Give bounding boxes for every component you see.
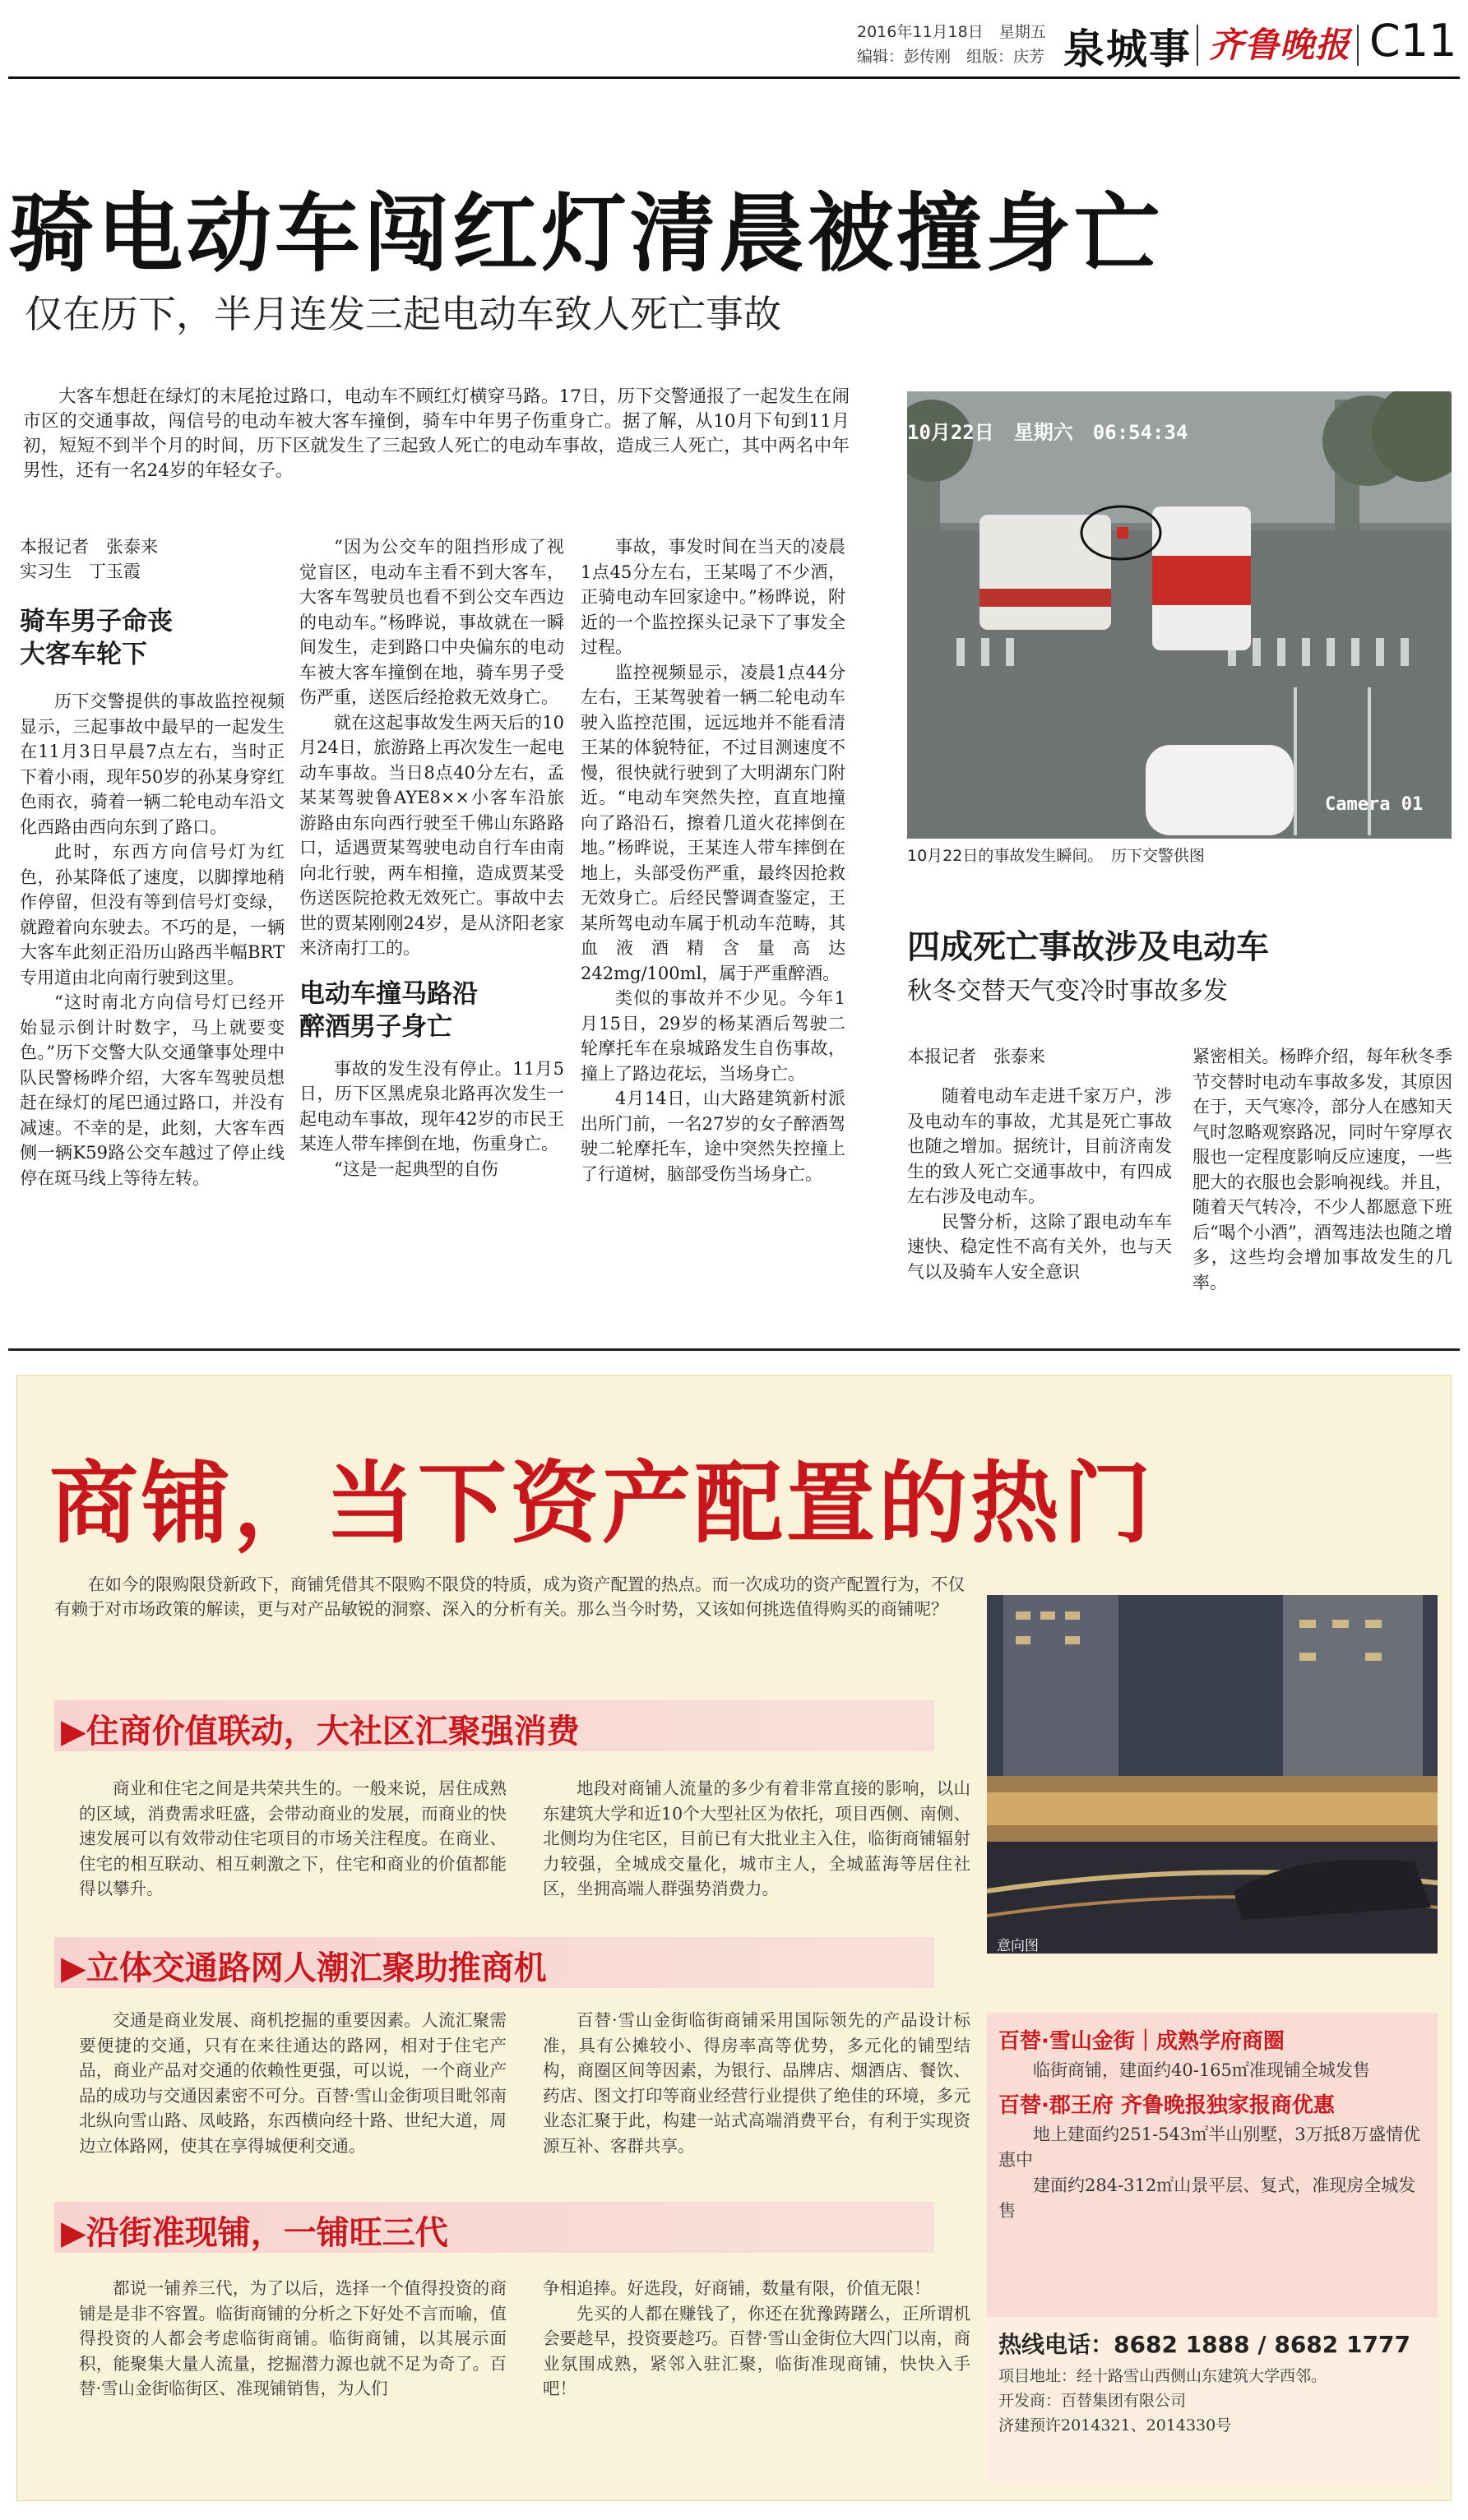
ad-paragraph: 先买的人都在赚钱了，你还在犹豫踌躇么，正所谓机会要趁早，投资要趁巧。百替·雪山金街位大四门以南，商业氛围成熟，紧邻入驻汇聚，临街准现商铺，快快入手吧！ [543,2303,970,2398]
camera-timestamp: 10月22日 星期六 06:54:34 [907,421,1188,444]
byline-reporter: 本报记者 张泰来 [20,537,158,557]
section-divider [8,1348,1460,1351]
article-column-3 [581,534,845,1324]
paragraph: 民警分析，这除了跟电动车车速快、稳定性不高有关外，也与天气以及骑车人安全意识 [907,1211,1172,1282]
ad-column-right [543,2276,970,2402]
presale-permit: 济建预许2014321、2014330号 [998,2416,1232,2434]
contact-area [987,2317,1438,2483]
paragraph: 随着电动车走进千家万户，涉及电动车的事故，尤其是死亡事故也随之增加。据统计，目前济南发生的致人死亡交通事故中，有四成左右涉及电动车。 [907,1086,1172,1206]
ad-paragraph: 争相追捧。好选段，好商铺，数量有限，价值无限！ [543,2278,931,2298]
paragraph: 就在这起事故发生两天后的10月24日，旅游路上再次发生一起电动车事故。当日8点40分左右，孟某某驾驶鲁AYE8××小客车沿旅游路由东向西行驶至千佛山东路路口，适遇贾某驾驶电动自行车由南向北行驶，两车相撞，造成贾某受伤送医院抢救无效死亡。事故中去世的贾某刚刚24岁，是从济阳老家来济南打工的。 [299,712,564,958]
ad-section-title-3: ▶沿街准现铺，一铺旺三代 [61,2214,448,2252]
header-rule [8,76,1460,79]
ad-headline: 商铺，当下资产配置的热门 [49,1453,1155,1556]
paragraph: “因为公交车的阻挡形成了视觉盲区，电动车主看不到大客车，大客车驾驶员也看不到公交车西边的电动车。”杨晔说，事故就在一瞬间发生，走到路口中央偏东的电动车被大客车撞倒在地，骑车男子受伤严重，送医后经抢救无效身亡。 [299,537,564,707]
side-subheadline: 秋冬交替天气变冷时事故多发 [907,977,1228,1006]
newspaper-logo: 齐鲁晚报 [1209,25,1351,65]
paragraph: 历下交警提供的事故监控视频显示，三起事故中最早的一起发生在11月3日早晨7点左右，当时正下着小雨，现年50岁的孙某身穿红色雨衣，骑着一辆二轮电动车沿文化西路由西向东到了路口。 [20,691,285,837]
ad-rendering-image [987,1595,1438,1954]
traffic-scene-illustration [907,391,1452,839]
ad-paragraph: 百替·雪山金街临街商铺采用国际领先的产品设计标准，具有公摊较小、得房率高等优势，多元化的铺型结构，商圈区间等因素，为银行、品牌店、烟酒店、餐饮、药店、图文打印等商业经营行业提供了绝佳的环境，多元业态汇聚于此，构建一站式高端消费平台，有利于实现资源互补、客群共享。 [543,2010,970,2156]
paragraph: 4月14日，山大路建筑新村派出所门前，一名27岁的女子醉酒驾驶二轮摩托车，途中突然失控撞上了行道树，脑部受伤当场身亡。 [581,1089,845,1184]
section-heading-a-line2: 大客车轮下 [20,640,147,669]
page-number: C11 [1369,15,1457,67]
paragraph: 事故，事发时间在当天的凌晨1点45分左右，王某喝了不少酒，正骑电动车回家途中。”杨晔说，附近的一个监控探头记录下了事发全过程。 [581,537,845,657]
ad-paragraph: 都说一铺养三代，为了以后，选择一个值得投资的商铺是是非不容置。临街商铺的分析之下好处不言而喻，值得投资的人都会考虑临街商铺。临街商铺，以其展示面积，能聚集大量人流量，挖掘潜力源也就不足为奇了。百替·雪山金街临街区、准现铺销售，为人们 [79,2278,507,2398]
ad-paragraph: 商业和住宅之间是共荣共生的。一般来说，居住成熟的区域，消费需求旺盛，会带动商业的发展，而商业的快速发展可以有效带动住宅项目的市场关注程度。在商业、住宅的相互联动、相互刺激之下，住宅和商业的价值都能得以攀升。 [79,1778,507,1898]
paragraph: 紧密相关。杨晔介绍，每年秋冬季节交替时电动车事故多发，其原因在于，天气寒冷，部分人在感知天气时忽略观察路况，同时午穿厚衣服也一定程度影响反应速度，一些肥大的衣服也会影响视线。并且，随着天气转冷，不少人都愿意下班后“喝个小酒”，酒驾违法也随之增多，这些均会增加事故发生的几率。 [1192,1047,1452,1292]
project-detail: 地上建面约251-543㎡半山别墅，3万抵8万盛情优惠中 [998,2125,1420,2170]
hotline: 热线电话：8682 1888 / 8682 1777 [998,2331,1410,2358]
paragraph: 监控视频显示，凌晨1点44分左右，王某驾驶着一辆二轮电动车驶入监控范围，远远地并不能看清王某的体貌特征，不过目测速度不慢，很快就行驶到了大明湖东门附近。“电动车突然失控，直直地撞向了路沿石，擦着几道火花摔倒在地。”杨晔说，王某连人带车摔倒在地上，头部受伤严重，最终因抢救无效身亡。后经民警调查鉴定，王某所驾电动车属于机动车范畴，其血液酒精含量高达242mg/100ml，属于严重醉酒。 [581,662,845,983]
developer: 开发商：百替集团有限公司 [998,2392,1187,2410]
section-heading-b-line2: 醉酒男子身亡 [299,1011,452,1042]
ad-paragraph: 地段对商铺人流量的多少有着非常直接的影响，以山东建筑大学和近10个大型社区为依托，项目西侧、南侧、北侧均为住宅区，目前已有大批业主入住，临街商铺辐射力较强，全城成交量化，城市主人，全城蓝海等居住社区，坐拥高端人群强势消费力。 [543,1778,970,1898]
byline-intern: 实习生 丁玉霞 [20,562,141,581]
editor-credit: 编辑：彭传刚 组版：庆芳 [857,48,1045,66]
ad-section-title-2: ▶立体交通路网人潮汇聚助推商机 [61,1949,547,1987]
project-heading-1: 百替·雪山金街｜成熟学府商圈 [998,2029,1285,2054]
project-detail: 临街商铺，建面约40-165㎡准现铺全城发售 [1033,2060,1370,2080]
headline: 骑电动车闯红灯清晨被撞身亡 [8,183,1164,284]
paragraph: 此时，东西方向信号灯为红色，孙某降低了速度，以脚撑地稍作停留，但没有等到信号灯变绿，就蹬着向东驶去。不巧的是，一辆大客车此刻正沿历山路西半幅BRT专用道由北向南行驶到这里。 [20,842,285,987]
street-rendering-illustration [987,1595,1438,1954]
side-headline: 四成死亡事故涉及电动车 [907,928,1269,966]
photo-caption: 10月22日的事故发生瞬间。 历下交警供图 [907,847,1205,865]
byline-reporter: 本报记者 张泰来 [907,1047,1045,1066]
article-column-4 [907,1044,1172,1332]
ad-intro-paragraph: 在如今的限购限贷新政下，商铺凭借其不限购不限贷的特质，成为资产配置的热点。而一次成功的资产配置行为，不仅有赖于对市场政策的解读，更与对产品敏锐的洞察、深入的分析有关。那么当今时势，又该如何挑选值得购买的商铺呢？ [54,1574,965,1619]
ad-section-title-1: ▶住商价值联动，大社区汇聚强消费 [61,1713,580,1750]
project-detail: 建面约284-312㎡山景平层、复式，准现房全城发售 [998,2176,1416,2221]
paragraph: 类似的事故并不少见。今年1月15日，29岁的杨某酒后驾驶二轮摩托车在泉城路发生自伤事故，撞上了路边花坛，当场身亡。 [581,988,845,1084]
article-column-1 [20,534,285,1324]
ad-info-box [987,2013,1438,2483]
section-name: 泉城事 [1063,25,1192,73]
section-heading-a-line1: 骑车男子命丧 [20,607,173,636]
traffic-camera-photo [907,391,1452,839]
header-divider [1197,25,1198,66]
article-column-5 [1192,1044,1452,1332]
lead-paragraph: 大客车想赶在绿灯的末尾抢过路口，电动车不顾红灯横穿马路。17日，历下交警通报了一起发生在闹市区的交通事故，闯信号的电动车被大客车撞倒，骑车中年男子伤重身亡。据了解，从10月下旬到11月初，短短不到半个月的时间，历下区就发生了三起致人死亡的电动车事故，造成三人死亡，其中两名中年男性，还有一名24岁的年轻女子。 [23,386,850,481]
paragraph: 事故的发生没有停止。11月5日，历下区黑虎泉北路再次发生一起电动车事故，现年42岁的市民王某连人带车摔倒在地，伤重身亡。 [299,1058,564,1154]
ad-paragraph: 交通是商业发展、商机挖掘的重要因素。人流汇聚需要便捷的交通，只有在来往通达的路网，相对于住宅产品，商业产品对交通的依赖性更强，可以说，一个商业产品的成功与交通因素密不可分。百替·雪山金街项目毗邻南北纵向雪山路、凤岐路，东西横向经十路、世纪大道，周边立体路网，使其在享得城便利交通。 [79,2010,507,2156]
subheadline: 仅在历下，半月连发三起电动车致人死亡事故 [25,292,781,336]
section-heading-b-line1: 电动车撞马路沿 [299,978,478,1009]
issue-date: 2016年11月18日 星期五 [857,23,1046,41]
paragraph: “这时南北方向信号灯已经开始显示倒计时数字，马上就要变色。”历下交警大队交通肇事处理中队民警杨晔介绍，大客车驾驶员想赶在绿灯的尾巴通过路口，并没有减速。不幸的是，此刻，大客车西侧一辆K59路公交车越过了停止线停在斑马线上等待左转。 [20,992,285,1188]
header-divider [1357,25,1359,66]
project-heading-2: 百替·郡王府 齐鲁晚报独家报商优惠 [998,2093,1335,2118]
paragraph: “这是一起典型的自伤 [334,1158,498,1179]
image-caption: 意向图 [997,1938,1039,1954]
article-column-2 [299,534,564,1324]
project-address: 项目地址：经十路雪山西侧山东建筑大学西邻。 [998,2367,1327,2385]
camera-label: Camera 01 [1325,794,1424,815]
